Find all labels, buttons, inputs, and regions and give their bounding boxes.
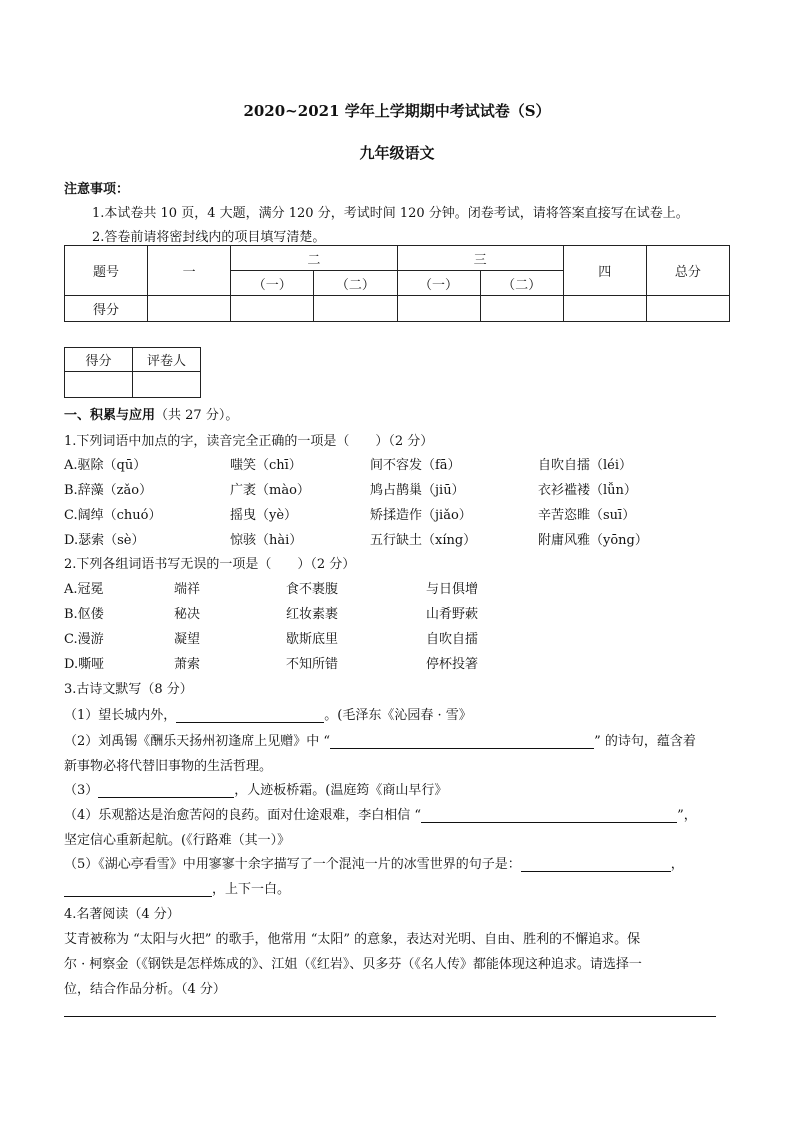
- q3-line-4-cont: 坚定信心重新起航。(《行路难（其一）》: [64, 833, 291, 848]
- q1-option-b-4: 衣衫褴褛（lǚn）: [538, 483, 637, 498]
- q3-line-2-cont: 新事物必将代替旧事物的生活哲理。: [64, 759, 273, 774]
- section-1-heading: [64, 404, 238, 423]
- q2-option-c-1: C.漫游: [64, 632, 104, 647]
- section-1-title: 一、积累与应用: [64, 408, 156, 423]
- grader-name-label: 评卷人: [133, 348, 201, 372]
- q2-option-a-4: 与日俱增: [426, 582, 479, 597]
- q1-option-d-1: D.瑟索（sè）: [64, 533, 145, 548]
- q1-option-c-2: 摇曳（yè）: [230, 508, 298, 523]
- q2-option-b-2: 秘决: [174, 607, 201, 622]
- score-cell[interactable]: [231, 296, 314, 322]
- q1-option-c-3: 矫揉造作（jiǎo）: [370, 508, 472, 523]
- q3-5-blank-1[interactable]: [521, 857, 671, 872]
- exam-subject: 九年级语文: [359, 144, 435, 162]
- score-table-header-label: 题号: [65, 246, 148, 296]
- q2-option-d-4: 停杯投箸: [426, 657, 479, 672]
- q2-option-d-3: 不知所错: [286, 657, 339, 672]
- q3-5-comma: ，: [670, 857, 684, 872]
- q1-option-a-2: 嗤笑（chī）: [230, 458, 302, 473]
- score-sub-3-2: （二）: [480, 271, 563, 296]
- q1-option-b-3: 鸠占鹊巢（jiū）: [370, 483, 465, 498]
- q2-option-c-4: 自吹自擂: [426, 632, 479, 647]
- q1-option-a-1: A.驱除（qū）: [64, 458, 147, 473]
- q3-5-text-end: ，上下一白。: [212, 882, 291, 897]
- q1-stem: 1.下列词语中加点的字，读音完全正确的一项是（ ）（2 分）: [64, 434, 434, 449]
- q4-paragraph-1: 艾青被称为 “太阳与火把” 的歌手，他常用 “太阳” 的意象，表达对光明、自由、胜利的不懈追求。保: [64, 932, 641, 947]
- q4-answer-line[interactable]: [64, 1016, 716, 1017]
- q3-3-label: （3）: [64, 783, 99, 798]
- q2-option-b-1: B.伛偻: [64, 607, 104, 622]
- score-cell[interactable]: [646, 296, 729, 322]
- q3-2-text: （2）刘禹锡《酬乐天扬州初逢席上见赠》中 “: [64, 734, 331, 749]
- score-col-3: 三: [397, 246, 563, 271]
- q1-option-b-2: 广袤（mào）: [230, 483, 310, 498]
- q3-1-text: （1）望长城内外，: [64, 708, 177, 723]
- q1-option-a-3: 间不容发（fā）: [370, 458, 461, 473]
- q1-option-c-4: 辛苦恣睢（suī）: [538, 508, 636, 523]
- q1-option-b-1: B.辞藻（zǎo）: [64, 483, 153, 498]
- q3-line-2: [64, 730, 696, 749]
- score-sub-2-1: （一）: [231, 271, 314, 296]
- q2-option-b-3: 红妆素裹: [286, 607, 339, 622]
- q3-2-blank[interactable]: [330, 734, 594, 749]
- q1-option-d-2: 惊骇（hài）: [230, 533, 303, 548]
- score-cell[interactable]: [314, 296, 397, 322]
- q3-3-blank[interactable]: [98, 783, 234, 798]
- q3-4-text: （4）乐观豁达是治愈苦闷的良药。面对仕途艰难，李白相信 “: [64, 808, 422, 823]
- score-cell[interactable]: [148, 296, 231, 322]
- score-cell[interactable]: [480, 296, 563, 322]
- q3-5-blank-2[interactable]: [64, 882, 212, 897]
- note-item-2: 2.答卷前请将密封线内的项目填写清楚。: [92, 230, 326, 245]
- score-cell[interactable]: [563, 296, 646, 322]
- q3-line-5: [64, 853, 684, 872]
- section-1-points: （共 27 分）。: [155, 408, 239, 423]
- q3-stem: 3.古诗文默写（8 分）: [64, 682, 193, 697]
- score-sub-2-2: （二）: [314, 271, 397, 296]
- q2-option-c-2: 凝望: [174, 632, 201, 647]
- q1-option-d-4: 附庸风雅（yōng）: [538, 533, 648, 548]
- grader-score-cell[interactable]: [65, 372, 133, 398]
- q2-option-b-4: 山肴野蔌: [426, 607, 479, 622]
- q2-option-d-1: D.嘶哑: [64, 657, 105, 672]
- score-col-4: 四: [563, 246, 646, 296]
- score-col-total: 总分: [646, 246, 729, 296]
- q4-stem: 4.名著阅读（4 分）: [64, 907, 180, 922]
- q2-option-a-2: 端祥: [174, 582, 201, 597]
- grader-table: [64, 347, 201, 398]
- score-col-1: 一: [148, 246, 231, 296]
- q1-option-a-4: 自吹自擂（léi）: [538, 458, 633, 473]
- note-item-1: 1.本试卷共 10 页，4 大题，满分 120 分，考试时间 120 分钟。闭卷考试，请将答案直接写在试卷上。: [92, 206, 689, 221]
- q3-1-blank[interactable]: [176, 708, 324, 723]
- score-row-label: 得分: [65, 296, 148, 322]
- q3-1-source: 。(毛泽东《沁园春 · 雪》: [324, 708, 472, 723]
- q3-line-3: [64, 779, 447, 798]
- q3-5-text: （5）《湖心亭看雪》中用寥寥十余字描写了一个混沌一片的冰雪世界的句子是：: [64, 857, 521, 872]
- grader-name-cell[interactable]: [133, 372, 201, 398]
- q1-option-d-3: 五行缺土（xíng）: [370, 533, 477, 548]
- q3-4-blank[interactable]: [421, 808, 677, 823]
- q3-line-1: [64, 704, 472, 723]
- q3-3-text: ，人迹板桥霜。(温庭筠《商山早行》: [234, 783, 448, 798]
- notes-heading: 注意事项：: [64, 182, 130, 197]
- q3-4-text-end: ”，: [677, 808, 697, 823]
- q2-option-a-1: A.冠冕: [64, 582, 104, 597]
- score-col-2: 二: [231, 246, 397, 271]
- q1-option-c-1: C.阔绰（chuó）: [64, 508, 162, 523]
- score-cell[interactable]: [397, 296, 480, 322]
- q2-stem: 2.下列各组词语书写无误的一项是（ ）（2 分）: [64, 557, 356, 572]
- q2-option-c-3: 歇斯底里: [286, 632, 339, 647]
- q4-paragraph-3: 位，结合作品分析。（4 分）: [64, 982, 226, 997]
- q3-line-5-cont: [64, 878, 290, 897]
- q3-2-text-end: ” 的诗句，蕴含着: [594, 734, 696, 749]
- exam-title: 2020~2021 学年上学期期中考试试卷（S）: [243, 102, 551, 120]
- score-sub-3-1: （一）: [397, 271, 480, 296]
- score-table: [64, 245, 730, 322]
- q4-paragraph-2: 尔 · 柯察金（《钢铁是怎样炼成的》、江姐（《红岩》、贝多芬（《名人传》都能体现这种追求。请选择一: [64, 957, 642, 972]
- grader-score-label: 得分: [65, 348, 133, 372]
- q3-line-4: [64, 804, 697, 823]
- q2-option-a-3: 食不裹腹: [286, 582, 339, 597]
- q2-option-d-2: 萧索: [174, 657, 201, 672]
